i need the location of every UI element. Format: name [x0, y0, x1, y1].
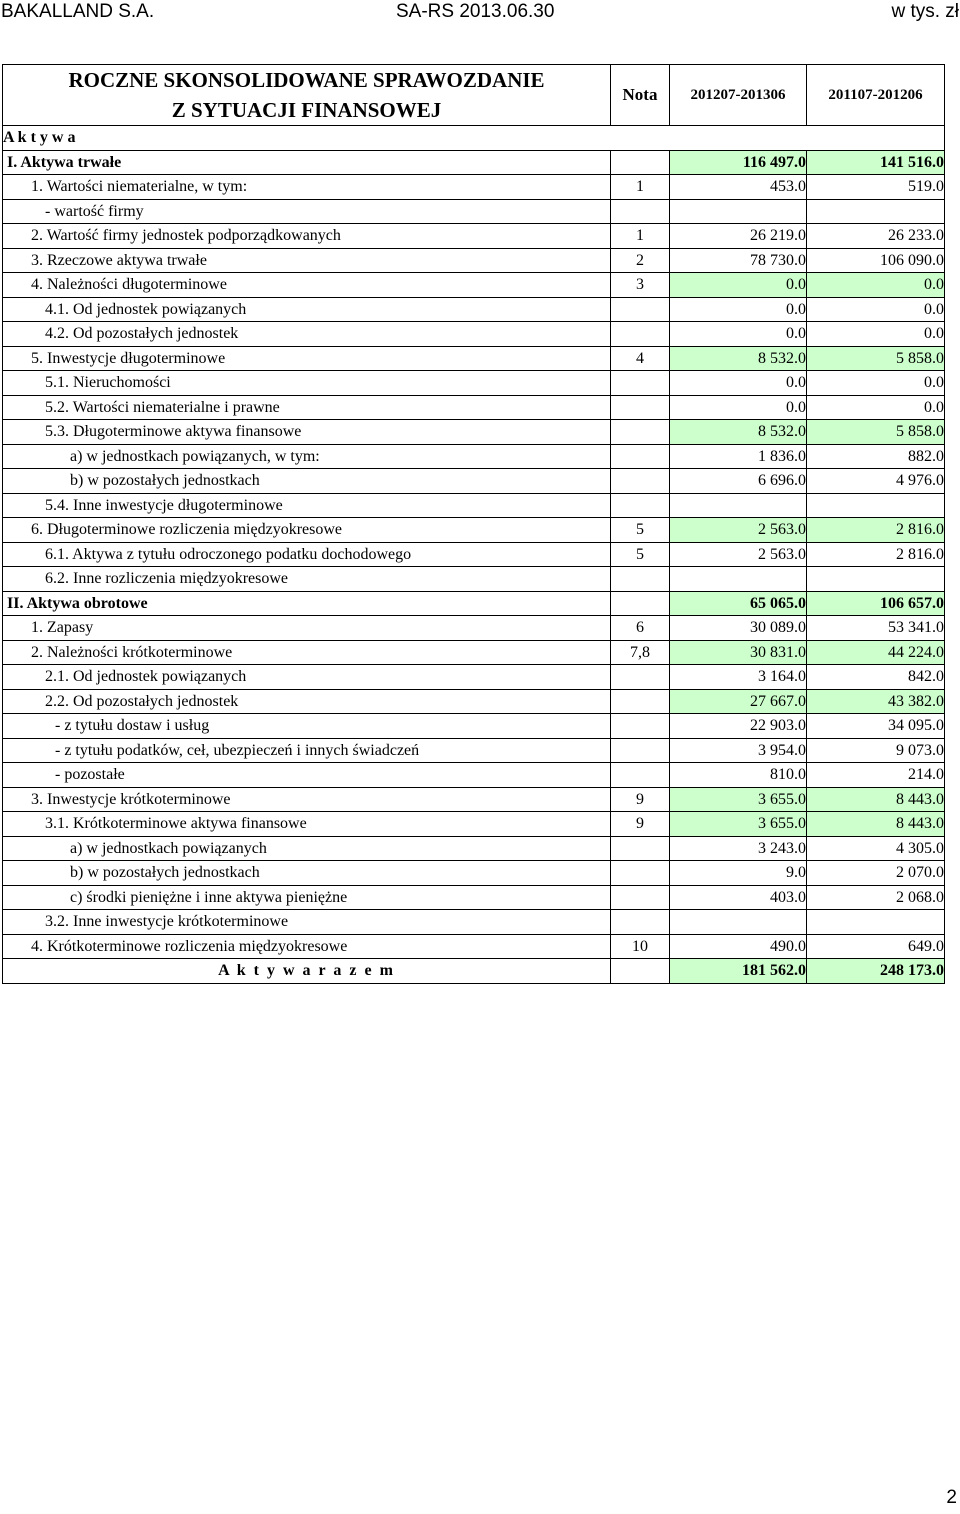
total-value-current: 181 562.0 — [670, 959, 807, 984]
row-value-previous: 34 095.0 — [807, 714, 945, 739]
table-row — [3, 787, 945, 812]
row-nota: 7,8 — [611, 640, 670, 665]
row-value-current: 65 065.0 — [670, 591, 807, 616]
row-label: 5.4. Inne inwestycje długoterminowe — [3, 493, 611, 518]
row-label: 3.1. Krótkoterminowe aktywa finansowe — [3, 812, 611, 837]
table-row — [3, 665, 945, 690]
row-value-previous: 0.0 — [807, 395, 945, 420]
row-label: 5. Inwestycje długoterminowe — [3, 346, 611, 371]
row-value-current: 403.0 — [670, 885, 807, 910]
total-value-previous: 248 173.0 — [807, 959, 945, 984]
row-label: 5.2. Wartości niematerialne i prawne — [3, 395, 611, 420]
total-nota — [611, 959, 670, 984]
table-row — [3, 322, 945, 347]
row-nota — [611, 836, 670, 861]
row-nota — [611, 763, 670, 788]
row-value-current: 30 089.0 — [670, 616, 807, 641]
row-nota: 4 — [611, 346, 670, 371]
row-label: - pozostałe — [3, 763, 611, 788]
row-value-previous — [807, 910, 945, 935]
row-value-current: 3 164.0 — [670, 665, 807, 690]
row-label: b) w pozostałych jednostkach — [3, 469, 611, 494]
row-label: 2. Wartość firmy jednostek podporządkowanych — [3, 224, 611, 249]
row-value-previous: 26 233.0 — [807, 224, 945, 249]
row-label: 4. Należności długoterminowe — [3, 273, 611, 298]
row-value-previous: 649.0 — [807, 934, 945, 959]
row-value-current: 0.0 — [670, 297, 807, 322]
row-value-current: 22 903.0 — [670, 714, 807, 739]
table-row — [3, 175, 945, 200]
row-value-previous: 519.0 — [807, 175, 945, 200]
row-value-previous: 4 976.0 — [807, 469, 945, 494]
table-header-row — [3, 65, 945, 126]
row-value-previous: 882.0 — [807, 444, 945, 469]
table-row — [3, 738, 945, 763]
row-nota — [611, 322, 670, 347]
row-value-previous: 2 068.0 — [807, 885, 945, 910]
row-value-previous: 141 516.0 — [807, 150, 945, 175]
row-nota — [611, 371, 670, 396]
row-nota — [611, 469, 670, 494]
row-value-current: 116 497.0 — [670, 150, 807, 175]
financial-statement-table — [2, 64, 945, 984]
row-nota — [611, 591, 670, 616]
row-label: 6.2. Inne rozliczenia międzyokresowe — [3, 567, 611, 592]
table-row — [3, 885, 945, 910]
row-value-current: 453.0 — [670, 175, 807, 200]
row-value-previous: 0.0 — [807, 322, 945, 347]
row-label: c) środki pieniężne i inne aktywa pieniężne — [3, 885, 611, 910]
row-value-previous: 5 858.0 — [807, 420, 945, 445]
page-number: 2 — [946, 1487, 957, 1508]
table-row — [3, 689, 945, 714]
row-nota: 10 — [611, 934, 670, 959]
row-value-previous: 43 382.0 — [807, 689, 945, 714]
row-label: 4.2. Od pozostałych jednostek — [3, 322, 611, 347]
row-nota — [611, 910, 670, 935]
table-rows — [3, 150, 945, 959]
table-row — [3, 518, 945, 543]
row-value-previous: 0.0 — [807, 371, 945, 396]
row-label: 5.1. Nieruchomości — [3, 371, 611, 396]
row-nota — [611, 738, 670, 763]
table-row — [3, 493, 945, 518]
row-value-previous: 106 657.0 — [807, 591, 945, 616]
table-row — [3, 199, 945, 224]
row-label: II. Aktywa obrotowe — [3, 591, 611, 616]
row-nota: 2 — [611, 248, 670, 273]
section-label: A k t y w a — [3, 126, 945, 151]
row-nota — [611, 714, 670, 739]
row-value-previous: 8 443.0 — [807, 812, 945, 837]
row-label: 3. Inwestycje krótkoterminowe — [3, 787, 611, 812]
report-code: SA-RS 2013.06.30 — [396, 1, 555, 22]
row-value-previous: 44 224.0 — [807, 640, 945, 665]
table-row — [3, 934, 945, 959]
row-nota: 3 — [611, 273, 670, 298]
row-nota: 9 — [611, 787, 670, 812]
row-value-current: 3 243.0 — [670, 836, 807, 861]
row-nota — [611, 444, 670, 469]
row-nota: 1 — [611, 175, 670, 200]
row-nota — [611, 150, 670, 175]
row-value-current: 0.0 — [670, 322, 807, 347]
row-value-previous: 0.0 — [807, 297, 945, 322]
currency-unit: w tys. zł — [891, 1, 959, 22]
row-value-previous: 842.0 — [807, 665, 945, 690]
row-nota — [611, 885, 670, 910]
row-nota: 5 — [611, 518, 670, 543]
row-value-previous: 2 816.0 — [807, 542, 945, 567]
row-nota — [611, 861, 670, 886]
row-value-previous: 8 443.0 — [807, 787, 945, 812]
table-row — [3, 150, 945, 175]
row-label: a) w jednostkach powiązanych — [3, 836, 611, 861]
nota-header: Nota — [611, 65, 670, 126]
row-value-current — [670, 199, 807, 224]
row-label: 2.1. Od jednostek powiązanych — [3, 665, 611, 690]
row-label: 5.3. Długoterminowe aktywa finansowe — [3, 420, 611, 445]
row-nota — [611, 665, 670, 690]
table-row — [3, 812, 945, 837]
period-header-current: 201207-201306 — [670, 65, 807, 126]
row-value-current: 30 831.0 — [670, 640, 807, 665]
row-nota: 9 — [611, 812, 670, 837]
row-label: I. Aktywa trwałe — [3, 150, 611, 175]
row-value-current: 3 655.0 — [670, 787, 807, 812]
row-value-current: 27 667.0 — [670, 689, 807, 714]
table-row — [3, 297, 945, 322]
row-label: 1. Wartości niematerialne, w tym: — [3, 175, 611, 200]
row-label: - z tytułu dostaw i usług — [3, 714, 611, 739]
row-value-current: 8 532.0 — [670, 346, 807, 371]
page-header — [0, 0, 960, 26]
row-value-current: 3 655.0 — [670, 812, 807, 837]
table-row — [3, 273, 945, 298]
row-label: 2.2. Od pozostałych jednostek — [3, 689, 611, 714]
row-label: 6.1. Aktywa z tytułu odroczonego podatku dochodowego — [3, 542, 611, 567]
row-value-current: 2 563.0 — [670, 542, 807, 567]
row-label: 2. Należności krótkoterminowe — [3, 640, 611, 665]
table-row — [3, 346, 945, 371]
row-label: - z tytułu podatków, ceł, ubezpieczeń i innych świadczeń — [3, 738, 611, 763]
row-value-current: 490.0 — [670, 934, 807, 959]
row-value-previous: 214.0 — [807, 763, 945, 788]
row-value-previous — [807, 199, 945, 224]
row-nota: 5 — [611, 542, 670, 567]
total-row — [3, 959, 945, 984]
row-label: 3. Rzeczowe aktywa trwałe — [3, 248, 611, 273]
row-value-current — [670, 567, 807, 592]
row-value-previous: 5 858.0 — [807, 346, 945, 371]
row-value-previous: 9 073.0 — [807, 738, 945, 763]
statement-title: ROCZNE SKONSOLIDOWANE SPRAWOZDANIE Z SYTUACJI FINANSOWEJ — [3, 65, 611, 126]
row-nota: 1 — [611, 224, 670, 249]
table-row — [3, 371, 945, 396]
total-label: A k t y w a r a z e m — [3, 959, 611, 984]
row-value-current: 78 730.0 — [670, 248, 807, 273]
table-row — [3, 567, 945, 592]
row-value-previous: 0.0 — [807, 273, 945, 298]
table-row — [3, 248, 945, 273]
row-nota — [611, 395, 670, 420]
row-value-current: 3 954.0 — [670, 738, 807, 763]
table-row — [3, 861, 945, 886]
row-value-previous: 53 341.0 — [807, 616, 945, 641]
row-nota — [611, 420, 670, 445]
row-value-previous: 2 816.0 — [807, 518, 945, 543]
row-value-previous — [807, 493, 945, 518]
row-value-current — [670, 910, 807, 935]
table-row — [3, 395, 945, 420]
table-row — [3, 640, 945, 665]
row-value-current: 26 219.0 — [670, 224, 807, 249]
row-label: 3.2. Inne inwestycje krótkoterminowe — [3, 910, 611, 935]
section-row — [3, 126, 945, 151]
row-value-previous: 2 070.0 — [807, 861, 945, 886]
period-header-previous: 201107-201206 — [807, 65, 945, 126]
table-row — [3, 910, 945, 935]
row-label: - wartość firmy — [3, 199, 611, 224]
company-name: BAKALLAND S.A. — [1, 1, 155, 22]
row-value-previous — [807, 567, 945, 592]
table-row — [3, 714, 945, 739]
row-nota — [611, 689, 670, 714]
row-label: 4.1. Od jednostek powiązanych — [3, 297, 611, 322]
row-value-current: 0.0 — [670, 395, 807, 420]
row-value-previous: 4 305.0 — [807, 836, 945, 861]
table-row — [3, 469, 945, 494]
row-nota — [611, 567, 670, 592]
row-value-current: 810.0 — [670, 763, 807, 788]
table-row — [3, 763, 945, 788]
row-value-current: 2 563.0 — [670, 518, 807, 543]
row-value-previous: 106 090.0 — [807, 248, 945, 273]
row-nota: 6 — [611, 616, 670, 641]
table-row — [3, 542, 945, 567]
table-row — [3, 420, 945, 445]
row-label: a) w jednostkach powiązanych, w tym: — [3, 444, 611, 469]
row-value-current: 0.0 — [670, 371, 807, 396]
table-row — [3, 591, 945, 616]
row-value-current — [670, 493, 807, 518]
table-row — [3, 224, 945, 249]
row-value-current: 1 836.0 — [670, 444, 807, 469]
row-label: 1. Zapasy — [3, 616, 611, 641]
table-row — [3, 836, 945, 861]
row-label: b) w pozostałych jednostkach — [3, 861, 611, 886]
table-row — [3, 444, 945, 469]
row-label: 4. Krótkoterminowe rozliczenia międzyokresowe — [3, 934, 611, 959]
table-row — [3, 616, 945, 641]
row-value-current: 6 696.0 — [670, 469, 807, 494]
row-value-current: 0.0 — [670, 273, 807, 298]
row-nota — [611, 199, 670, 224]
row-value-current: 9.0 — [670, 861, 807, 886]
row-label: 6. Długoterminowe rozliczenia międzyokresowe — [3, 518, 611, 543]
row-nota — [611, 297, 670, 322]
row-nota — [611, 493, 670, 518]
row-value-current: 8 532.0 — [670, 420, 807, 445]
